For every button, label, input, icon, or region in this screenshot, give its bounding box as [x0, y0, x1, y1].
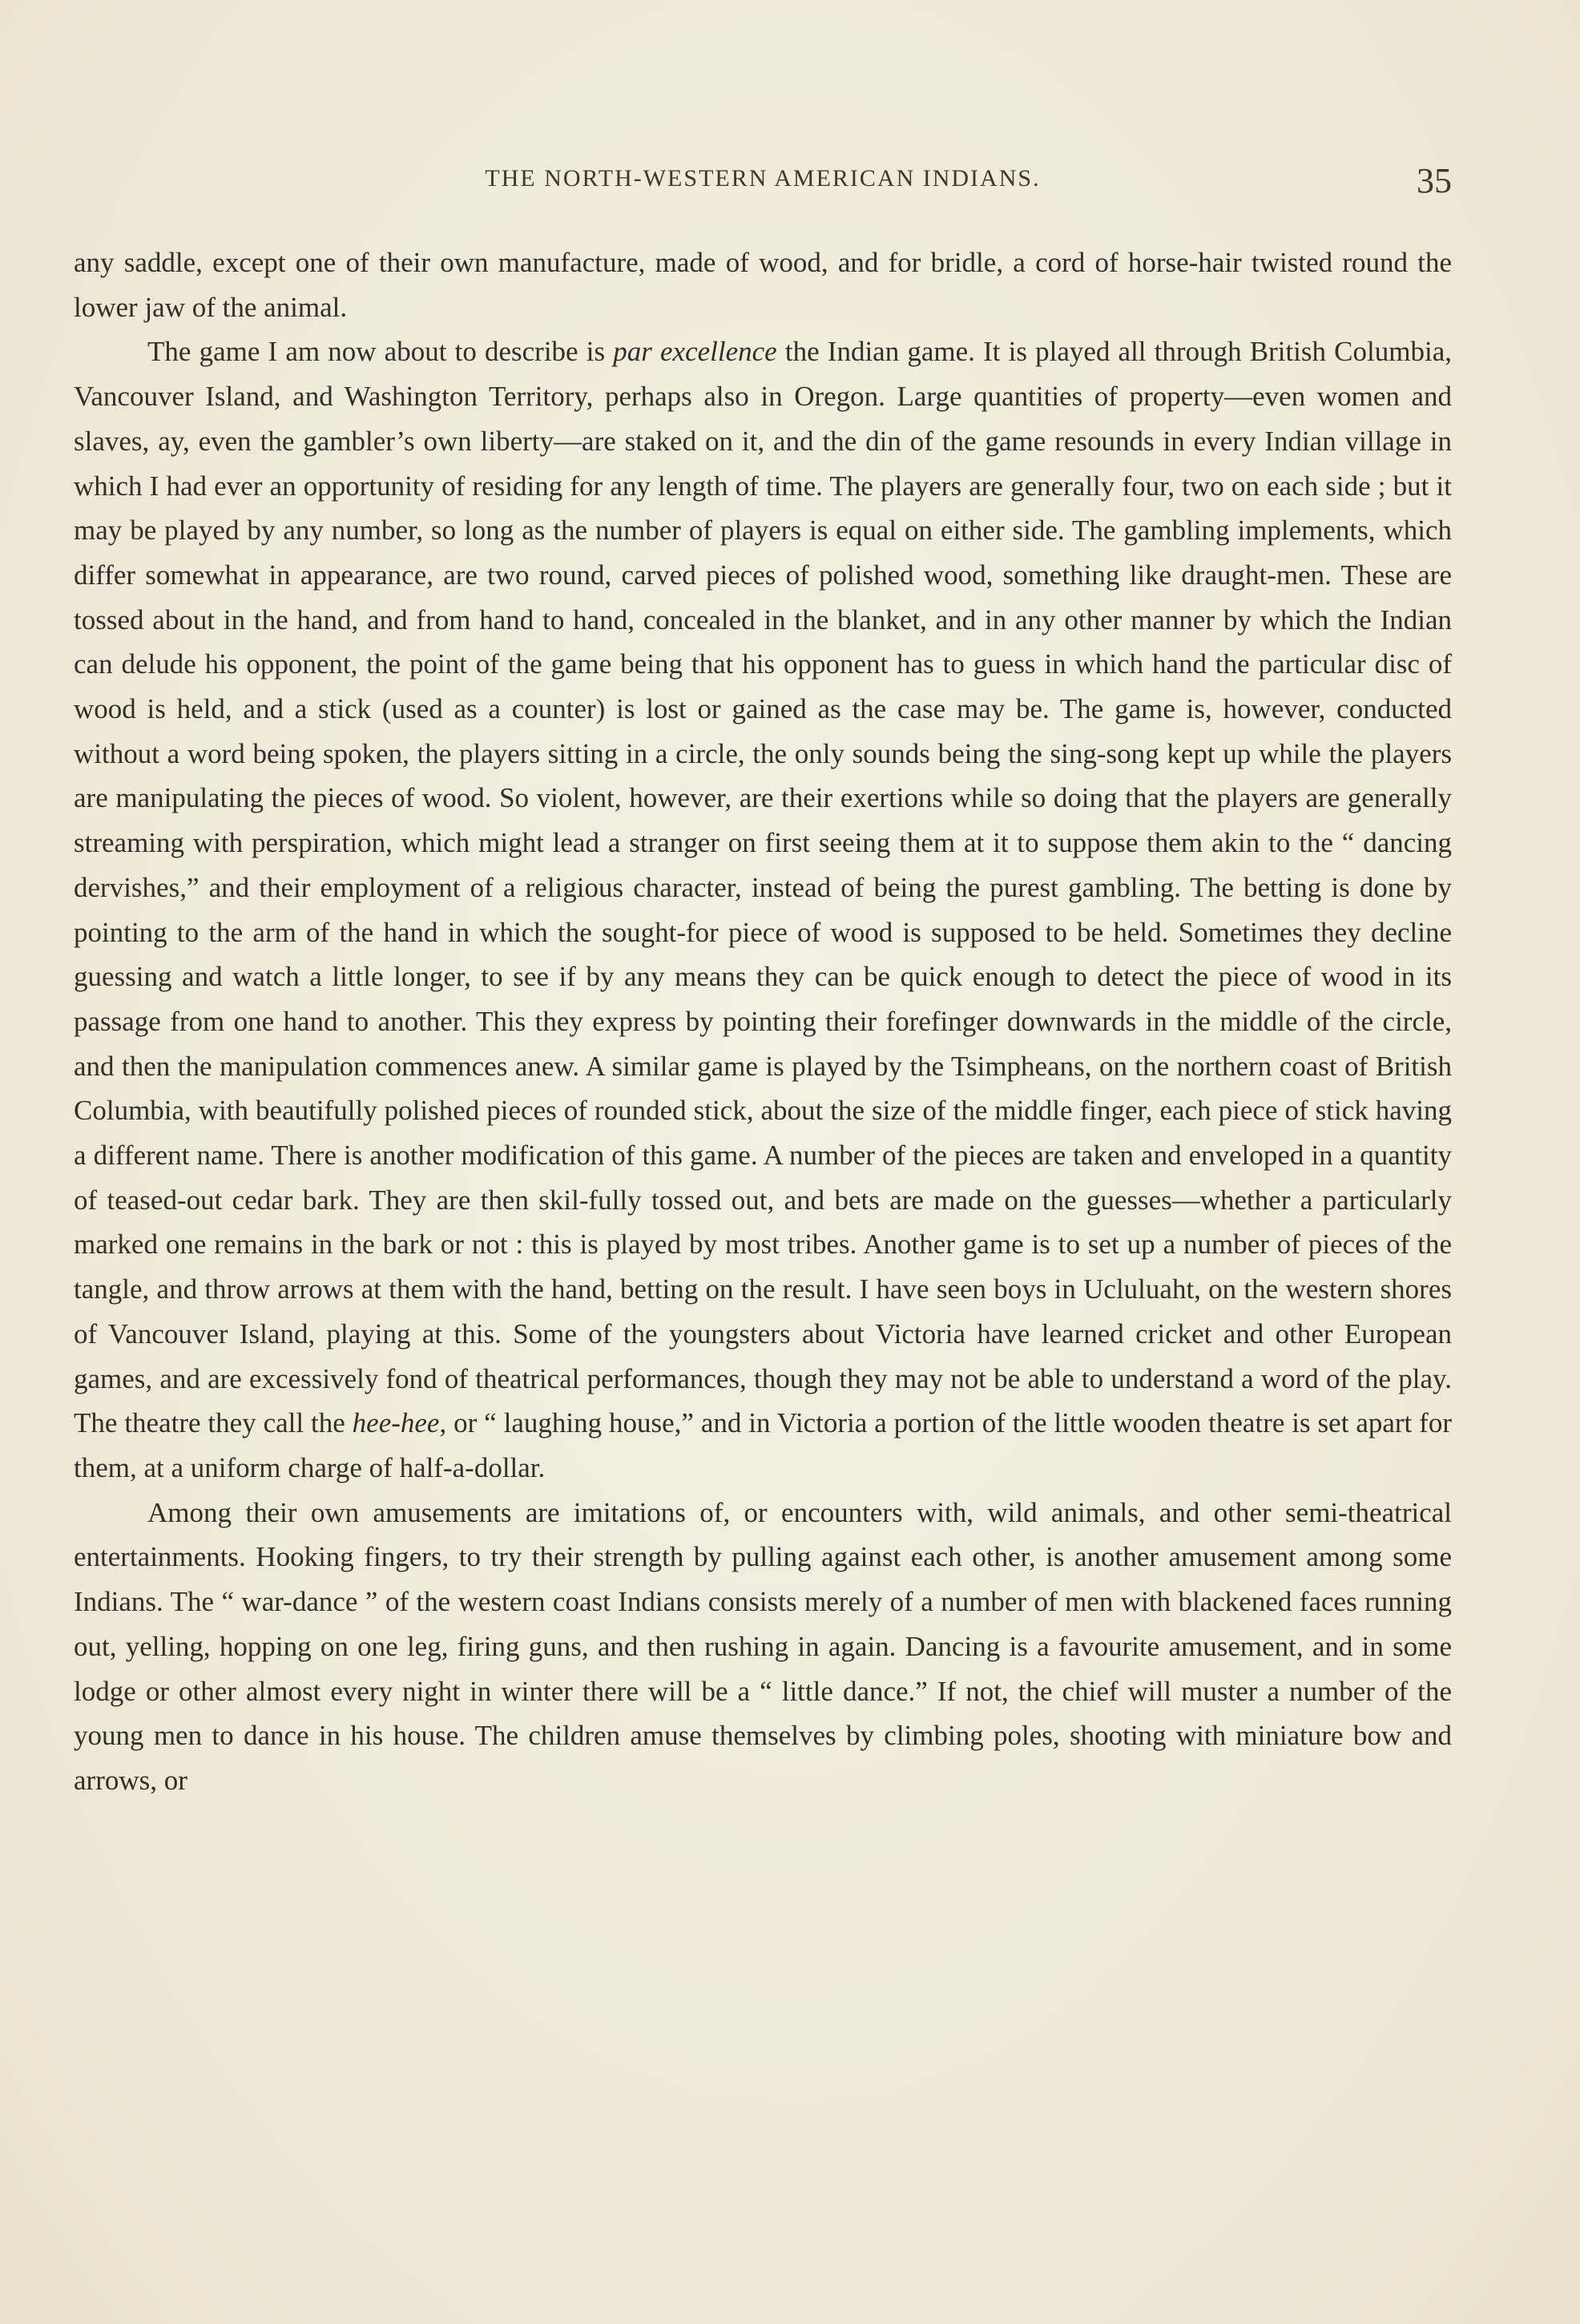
paragraph-2-text-a: The game I am now about to describe is [147, 336, 614, 368]
body-text [74, 240, 1452, 1803]
italic-par-excellence: par excellence [613, 336, 777, 368]
paragraph-1: any saddle, except one of their own manufacture, made of wood, and for bridle, a cord of horse-hair twisted round the lower jaw of the animal. [74, 247, 1452, 323]
paragraph-2 [74, 329, 1452, 1490]
paragraph-2-text-b: the Indian game. It is played all through British Columbia, Vancouver Island, and Washington Territory, perhaps also in Oregon. Large quantities of property—even women and slaves, ay, even the gambler’s own liberty—are staked on it, and the din of the game resounds in every Indian village in which I had ever an opportunity of residing for any length of time. The players are generally four, two on each side ; but it may be played by any number, so long as the number of players is equal on either side. The gambling implements, which differ somewhat in appearance, are two round, carved pieces of polished wood, something like draught-men. These are tossed about in the hand, and from hand to hand, concealed in the blanket, and in any other manner by which the Indian can delude his opponent, the point of the game being that his opponent has to guess in which hand the particular disc of wood is held, and a stick (used as a counter) is lost or gained as the case may be. The game is, however, conducted without a word being spoken, the players sitting in a circle, the only sounds being the sing-song kept up while the players are manipulating the pieces of wood. So violent, however, are their exertions while so doing that the players are generally streaming with perspiration, which might lead a stranger on first seeing them at it to suppose them akin to the “ dancing dervishes,” and their employment of a religious character, instead of being the purest gambling. The betting is done by pointing to the arm of the hand in which the sought-for piece of wood is supposed to be held. Sometimes they decline guessing and watch a little longer, to see if by any means they can be quick enough to detect the piece of wood in its passage from one hand to another. This they express by pointing their forefinger downwards in the middle of the circle, and then the manipulation commences anew. A similar game is played by the Tsimpheans, on the northern coast of British Columbia, with beautifully polished pieces of rounded stick, about the size of the middle finger, each piece of stick having a different name. There is another modification of this game. A number of the pieces are taken and enveloped in a quantity of teased-out cedar bark. They are then skil-fully tossed out, and bets are made on the guesses—whether a particularly marked one remains in the bark or not : this is played by most tribes. Another game is to set up a number of pieces of the tangle, and throw arrows at them with the hand, betting on the result. I have seen boys in Ucluluaht, on the western shores of Vancouver Island, playing at this. Some of the youngsters about Victoria have learned cricket and other European games, and are excessively fond of theatrical performances, though they may not be able to understand a word of the play. The theatre they call the [74, 336, 1452, 1439]
paragraph-2-text-c: , or “ laughing house,” and in Victoria a portion of the little wooden theatre is set apart for them, at a uniform charge of half-a-dollar. [74, 1407, 1452, 1483]
paragraph-3: Among their own amusements are imitations of, or encounters with, wild animals, and other semi-theatrical entertainments. Hooking fingers, to try their strength by pulling against each other, is another amusement among some Indians. The “ war-dance ” of the western coast Indians consists merely of a number of men with blackened faces running out, yelling, hopping on one leg, firing guns, and then rushing in again. Dancing is a favourite amusement, and in some lodge or other almost every night in winter there will be a “ little dance.” If not, the chief will muster a number of the young men to dance in his house. The children amuse themselves by climbing poles, shooting with miniature bow and arrows, or [74, 1496, 1452, 1796]
page-header [74, 160, 1452, 208]
italic-hee-hee: hee-hee [352, 1407, 440, 1439]
running-head: THE NORTH-WESTERN AMERICAN INDIANS. [485, 165, 1041, 192]
page-number: 35 [1417, 161, 1452, 200]
